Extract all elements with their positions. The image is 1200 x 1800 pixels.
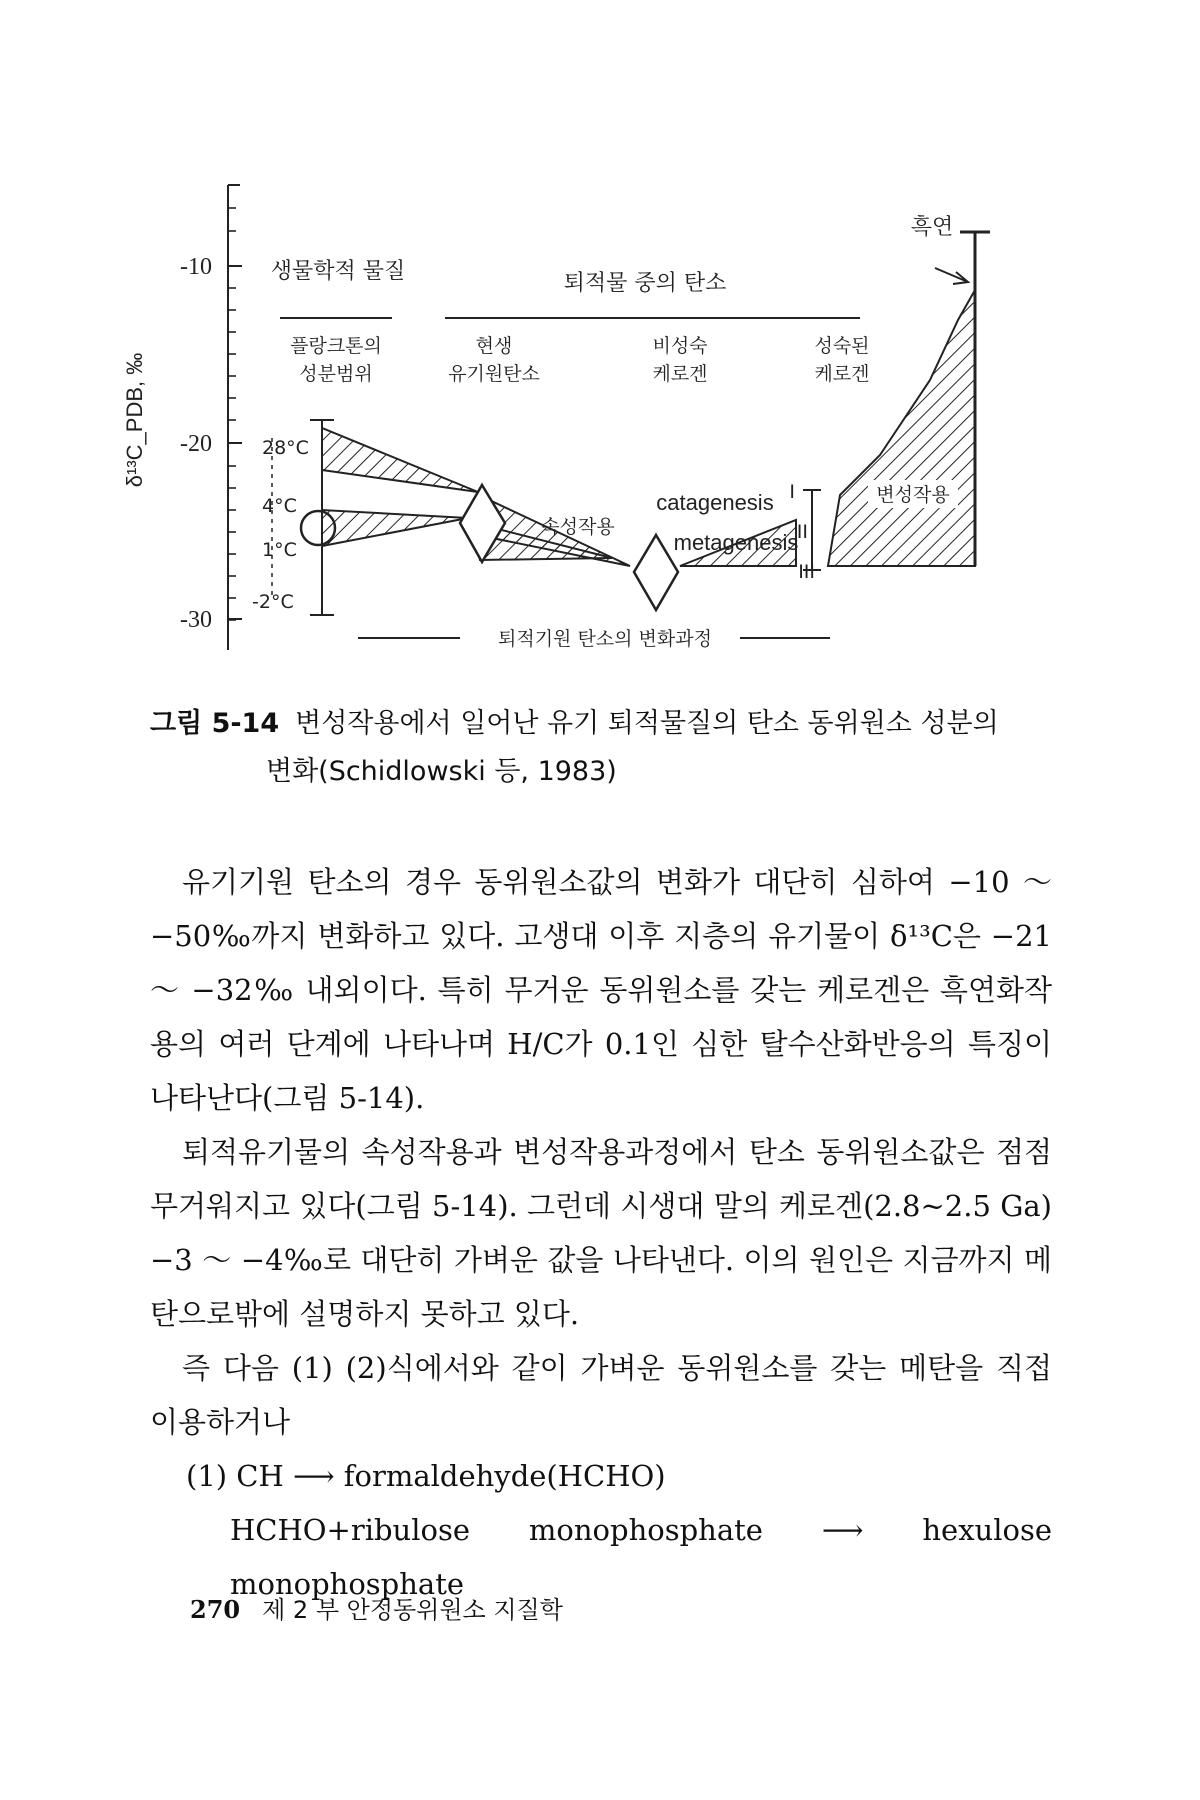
- figure-caption: [150, 700, 1050, 796]
- label-catagenesis: catagenesis: [656, 490, 774, 515]
- minor-ticks: [228, 208, 236, 620]
- roman-2: II: [796, 521, 808, 543]
- temp-minus2: -2°C: [252, 591, 294, 613]
- col-immature-2: 케로겐: [652, 363, 708, 385]
- col-plankton-2: 성분범위: [299, 363, 373, 385]
- caption-line2: 변화(Schidlowski 등, 1983): [266, 756, 617, 787]
- equation-2: HCHO+ribulose monophosphate ⟶ hexulose monophosphate: [230, 1513, 1052, 1601]
- paragraph-1: 유기기원 탄소의 경우 동위원소값의 변화가 대단히 심하여 −10 ～ −50‰까지 변화하고 있다. 고생대 이후 지층의 유기물이 δ¹³C은 −21 ～ −32‰ 내외이다. 특히 무거운 동위원소를 갖는 케로겐은 흑연화작용의 여러 단계에 나타나며 H/C가 0.1인 심한 탈수산화반응의 특징이 나타난다(그림 5-14).: [150, 865, 1052, 1115]
- temp-1: 1°C: [262, 539, 297, 561]
- roman-1: I: [789, 481, 795, 503]
- col-immature-1: 비성숙: [652, 335, 708, 357]
- diamond-2: [634, 535, 678, 610]
- graphite-region: [828, 290, 975, 566]
- header-graphite: 흑연: [910, 215, 954, 240]
- col-mature-2: 케로겐: [814, 363, 870, 385]
- page-number: 270: [190, 1595, 241, 1624]
- graphite-arrow: [935, 268, 968, 282]
- tick-label-minus10: -10: [180, 254, 212, 280]
- label-metamorphism: 변성작용: [876, 484, 950, 506]
- label-metagenesis: metagenesis: [673, 530, 799, 555]
- y-axis: [122, 185, 242, 650]
- body-text: [150, 855, 1052, 1611]
- y-axis-label: δ¹³C_PDB, ‰: [122, 352, 147, 488]
- header-biochem: 생물학적 물질: [270, 259, 406, 284]
- isotope-figure: [0, 0, 1200, 720]
- col-mature-1: 성숙된: [814, 335, 870, 357]
- tick-label-minus30: -30: [180, 607, 212, 633]
- caption-number: 그림 5-14: [150, 708, 280, 739]
- col-recent-1: 현생: [475, 335, 513, 357]
- label-diagenesis: 속성작용: [541, 516, 615, 538]
- paragraph-3: 즉 다음 (1) (2)식에서와 같이 가벼운 동위원소를 갖는 메탄을 직접 이용하거나: [150, 1351, 1052, 1439]
- col-recent-2: 유기원탄소: [448, 363, 540, 385]
- wedges: [322, 290, 975, 610]
- roman-3: III: [798, 561, 815, 583]
- header-sediment: 퇴적물 중의 탄소: [563, 271, 727, 296]
- paragraph-2: 퇴적유기물의 속성작용과 변성작용과정에서 탄소 동위원소값은 점점 무거워지고 있다(그림 5-14). 그런데 시생대 말의 케로겐(2.8~2.5 Ga)−3 ～ −4‰로 대단히 가벼운 값을 나타낸다. 이의 원인은 지금까지 메탄으로밖에 설명하지 못하고 있다.: [150, 1135, 1052, 1331]
- temp-28: 28°C: [262, 437, 309, 459]
- footer-text: 제 2 부 안정동위원소 지질학: [262, 1596, 563, 1624]
- bottom-label: 퇴적기원 탄소의 변화과정: [498, 628, 712, 650]
- caption-line1: 변성작용에서 일어난 유기 퇴적물질의 탄소 동위원소 성분의: [295, 708, 999, 739]
- temp-4: 4°C: [262, 495, 297, 517]
- tick-label-minus20: -20: [180, 431, 212, 457]
- page-footer: [190, 1590, 563, 1625]
- col-plankton-1: 플랑크톤의: [290, 335, 382, 357]
- equation-1: (1) CH ⟶ formaldehyde(HCHO): [186, 1459, 666, 1493]
